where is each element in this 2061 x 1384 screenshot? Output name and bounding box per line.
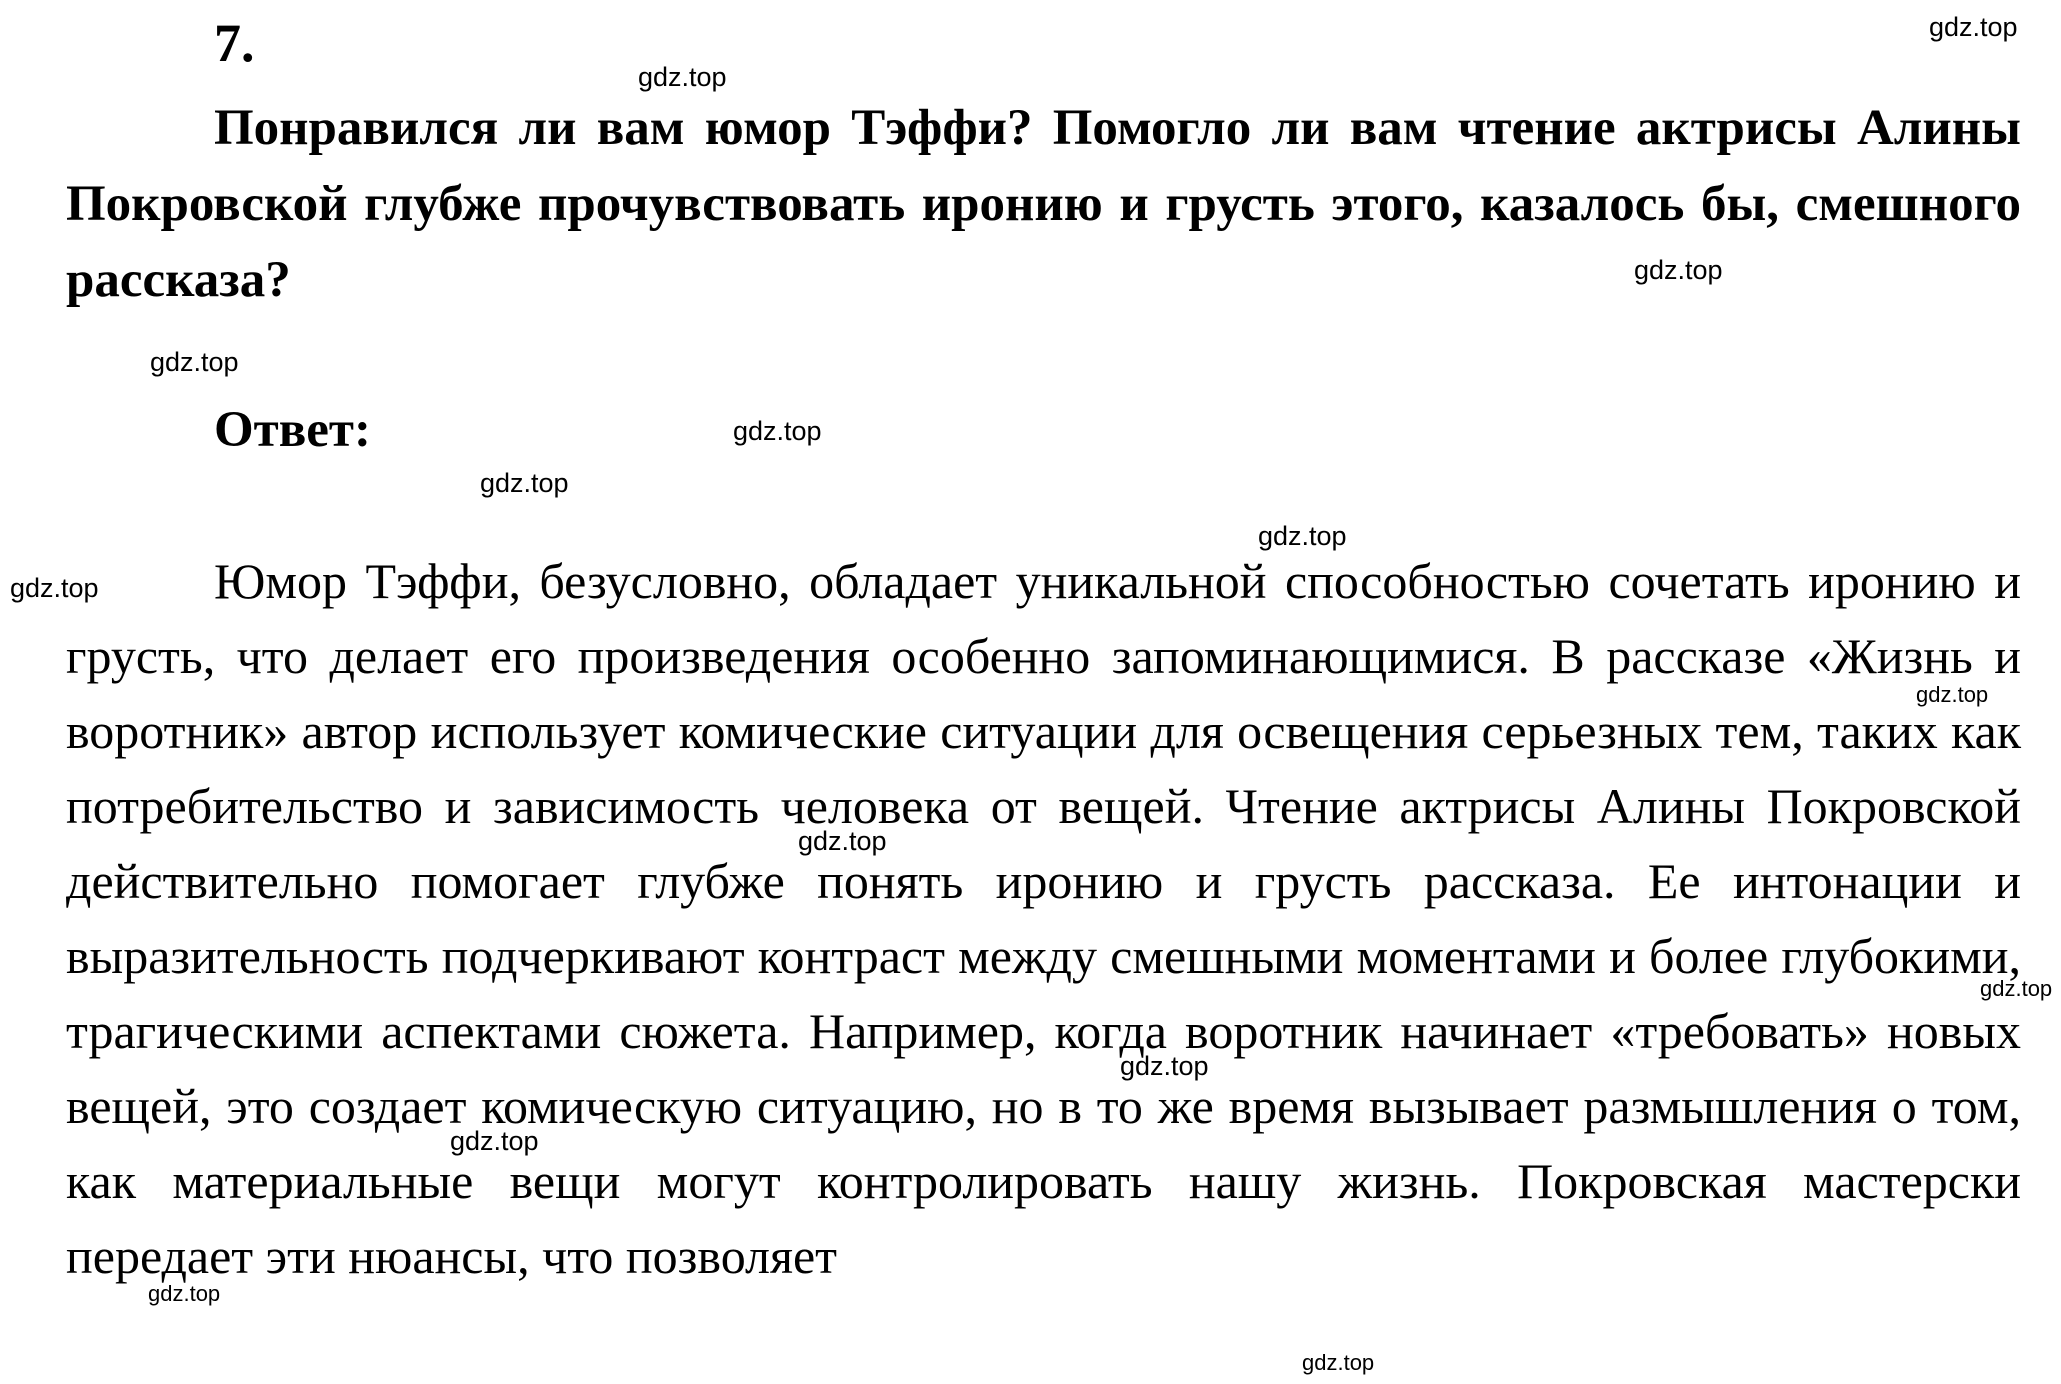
watermark: gdz.top [1120,1051,1209,1081]
watermark: gdz.top [1302,1350,1375,1375]
watermark: gdz.top [638,62,727,92]
watermark: gdz.top [733,416,822,446]
watermark: gdz.top [148,1281,221,1306]
watermark: gdz.top [1929,12,2018,42]
answer-text: Юмор Тэффи, безусловно, обладает уникальной способностью сочетать иронию и грусть, что делает его произведения особенно запоминающимися. В рассказе «Жизнь и воротник» автор использует комические ситуации для освещения серьезных тем, таких как потребительство и зависимость человека от вещей. Чтение актрисы Алины Покровской действительно помогает глубже понять иронию и грусть рассказа. Ее интонации и выразительность подчеркивают контраст между смешными моментами и более глубокими, трагическими аспектами сюжета. Например, когда воротник начинает «требовать» новых вещей, это создает комическую ситуацию, но в то же время вызывает размышления о том, как материальные вещи могут контролировать нашу жизнь. Покровская мастерски передает эти нюансы, что позволяет [66,553,2021,1284]
watermark: gdz.top [480,468,569,498]
watermark: gdz.top [1258,521,1347,551]
question-number: 7. [214,13,255,73]
question-text: Понравился ли вам юмор Тэффи? Помогло ли вам чтение актрисы Алины Покровской глубже прочувствовать иронию и грусть этого, казалось бы, смешного рассказа? [66,100,2021,308]
watermark: gdz.top [1916,682,1989,707]
answer-label: Ответ: [214,402,371,458]
watermark: gdz.top [450,1126,539,1156]
watermark: gdz.top [798,826,887,856]
watermark: gdz.top [1980,976,2053,1001]
watermark: gdz.top [150,347,239,377]
watermark: gdz.top [1634,255,1723,285]
watermark: gdz.top [10,573,99,603]
